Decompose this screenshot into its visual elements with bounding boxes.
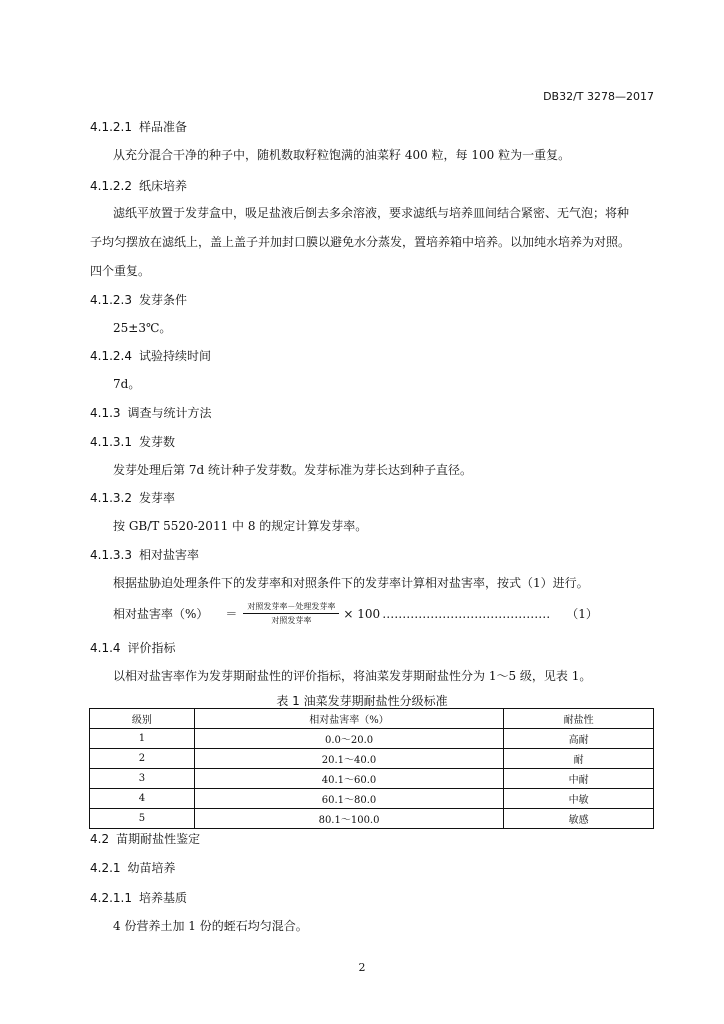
section-number: 4.1.3.2 [90,491,132,505]
paragraph-eval-index: 以相对盐害率作为发芽期耐盐性的评价指标，将油菜发芽期耐盐性分为 1～5 级，见表 1。 [113,669,592,683]
section-title: 样品准备 [138,120,187,134]
section-title: 试验持续时间 [138,349,211,363]
paragraph-germ-rate: 按 GB/T 5520-2011 中 8 的规定计算发芽率。 [113,519,368,533]
section-number: 4.1.3.1 [90,435,132,449]
header-cell: 级别 [90,709,195,729]
section-heading [90,859,176,876]
table-row [90,729,654,749]
header-cell: 耐盐性 [504,709,654,729]
formula-multiplier: × 100 [343,606,381,621]
section-heading [90,404,212,421]
section-number: 4.2.1 [90,861,121,875]
table-row [90,789,654,809]
grading-table [89,708,654,829]
formula-leader-dots: …………………………………… [382,606,551,621]
table-cell: 敏感 [504,809,654,829]
paragraph-paper-bed-line2: 子均匀摆放在滤纸上，盖上盖子并加封口膜以避免水分蒸发，置培养箱中培养。以加纯水培养为对照。 [90,235,631,249]
table-header-row [90,709,654,729]
standard-code: DB32/T 3278—2017 [543,90,654,103]
table-cell: 2 [90,749,195,769]
paragraph-substrate: 4 份营养土加 1 份的蛭石均匀混合。 [113,919,308,933]
section-number: 4.1.2.2 [90,179,132,193]
table-cell: 中敏 [504,789,654,809]
table-cell: 40.1～60.0 [194,769,503,789]
section-title: 苗期耐盐性鉴定 [116,832,201,846]
page-number: 2 [358,961,366,974]
section-heading [90,830,200,847]
formula-fraction [243,601,339,626]
table-cell: 4 [90,789,195,809]
section-number: 4.2.1.1 [90,891,132,905]
table-cell: 耐 [504,749,654,769]
section-heading [90,291,187,308]
table-row [90,749,654,769]
section-title: 发芽率 [138,491,175,505]
formula-equals: ＝ [225,607,238,621]
section-number: 4.1.4 [90,641,121,655]
table-cell: 60.1～80.0 [194,789,503,809]
section-heading [90,489,175,506]
section-heading [90,433,175,450]
paragraph-germ-count: 发芽处理后第 7d 统计种子发芽数。发芽标准为芽长达到种子直径。 [113,463,472,477]
formula-lhs: 相对盐害率（%） [113,607,209,621]
formula [113,601,598,626]
section-title: 发芽条件 [138,293,187,307]
paragraph-paper-bed-line1: 滤纸平放置于发芽盒中，吸足盐液后倒去多余溶液，要求滤纸与培养皿间结合紧密、无气泡；将种 [113,206,630,220]
table-caption: 表 1 油菜发芽期耐盐性分级标准 [276,694,448,708]
section-title: 培养基质 [138,891,187,905]
paragraph-germ-condition: 25±3℃。 [113,321,172,335]
section-number: 4.1.2.3 [90,293,132,307]
table-cell: 80.1～100.0 [194,809,503,829]
section-heading [90,889,187,906]
table-row [90,769,654,789]
formula-numerator: 对照发芽率－处理发芽率 [243,601,339,614]
paragraph-duration: 7d。 [113,377,141,391]
section-title: 发芽数 [138,435,175,449]
section-number: 4.1.2.4 [90,349,132,363]
formula-denominator: 对照发芽率 [271,616,312,625]
section-title: 幼苗培养 [127,861,176,875]
section-title: 评价指标 [127,641,176,655]
table-cell: 中耐 [504,769,654,789]
section-number: 4.2 [90,832,110,846]
section-heading [90,347,211,364]
section-title: 调查与统计方法 [127,406,212,420]
section-number: 4.1.3 [90,406,121,420]
header-cell: 相对盐害率（%） [194,709,503,729]
paragraph-salt-damage: 根据盐胁迫处理条件下的发芽率和对照条件下的发芽率计算相对盐害率，按式（1）进行。 [113,576,589,590]
section-heading [90,118,187,135]
formula-equation-number: （1） [566,607,598,621]
table-cell: 0.0～20.0 [194,729,503,749]
table-cell: 1 [90,729,195,749]
table-row [90,809,654,829]
section-title: 相对盐害率 [138,548,199,562]
paragraph-paper-bed-line3: 四个重复。 [90,264,151,278]
paragraph-sample-prep: 从充分混合干净的种子中，随机数取籽粒饱满的油菜籽 400 粒，每 100 粒为一重复。 [113,148,571,162]
section-number: 4.1.2.1 [90,120,132,134]
table-cell: 5 [90,809,195,829]
section-heading [90,639,176,656]
table-cell: 3 [90,769,195,789]
section-title: 纸床培养 [138,179,187,193]
table-cell: 20.1～40.0 [194,749,503,769]
section-heading [90,546,199,563]
section-heading [90,177,187,194]
table-cell: 高耐 [504,729,654,749]
section-number: 4.1.3.3 [90,548,132,562]
